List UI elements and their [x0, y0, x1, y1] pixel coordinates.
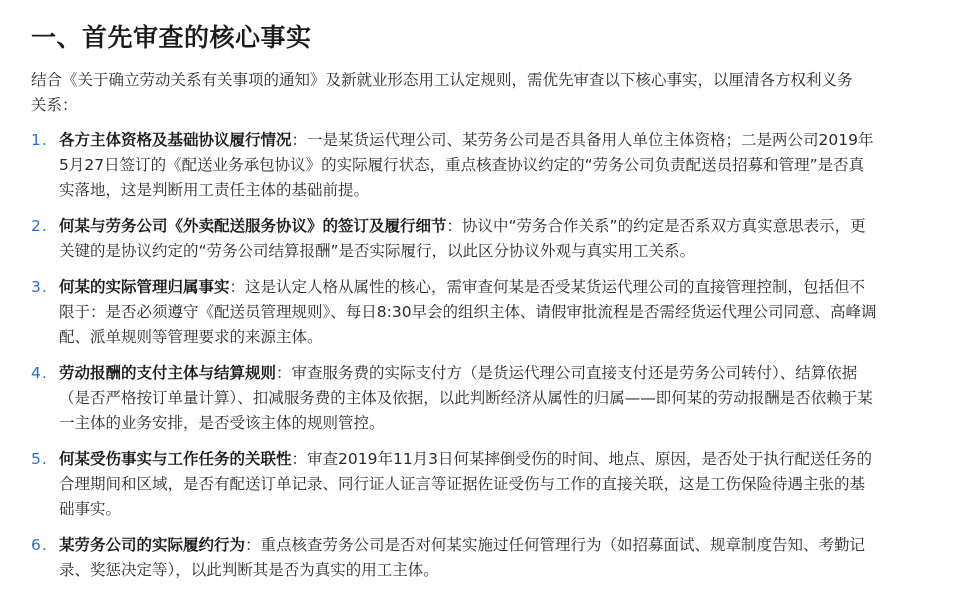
section-heading: 一、首先审查的核心事实 [31, 23, 312, 52]
item-lead: 何某的实际管理归属事实 [59, 278, 230, 296]
list-item [31, 361, 879, 436]
list-item [31, 275, 879, 350]
item-text: ：审查2019年11月3日何某摔倒受伤的时间、地点、原因，是否处于执行配送任务的合理期间和区域，是否有配送订单记录、同行证人证言等证据佐证受伤与工作的直接关联，这是工伤保险待遇主张的基础事实。 [59, 450, 873, 518]
item-text: ：审查服务费的实际支付方（是货运代理公司直接支付还是劳务公司转付）、结算依据（是否严格按订单量计算）、扣减服务费的主体及依据，以此判断经济从属性的归属——即何某的劳动报酬是否依赖于某一主体的业务安排，是否受该主体的规则管控。 [59, 364, 873, 432]
item-text: ：协议中“劳务合作关系”的约定是否系双方真实意思表示，更关键的是协议约定的“劳务公司结算报酬”是否实际履行，以此区分协议外观与真实用工关系。 [59, 217, 866, 260]
list-item [31, 447, 879, 522]
item-lead: 劳动报酬的支付主体与结算规则 [59, 364, 277, 382]
item-lead: 何某与劳务公司《外卖配送服务协议》的签订及履行细节 [59, 217, 447, 235]
intro-paragraph: 结合《关于确立劳动关系有关事项的通知》及新就业形态用工认定规则，需优先审查以下核心事实，以厘清各方权利义务关系： [31, 71, 853, 114]
list-number: 6. [31, 536, 48, 554]
list-number: 5. [31, 450, 48, 468]
item-text: ：重点核查劳务公司是否对何某实施过任何管理行为（如招募面试、规章制度告知、考勤记录、奖惩决定等），以此判断其是否为真实的用工主体。 [59, 536, 866, 579]
list-number: 4. [31, 364, 48, 382]
list-number: 1. [31, 131, 48, 149]
list-item [31, 214, 879, 264]
list-number: 2. [31, 217, 48, 235]
item-lead: 何某受伤事实与工作任务的关联性 [59, 450, 292, 468]
item-text: ：一是某货运代理公司、某劳务公司是否具备用人单位主体资格；二是两公司2019年5月27日签订的《配送业务承包协议》的实际履行状态，重点核查协议约定的“劳务公司负责配送员招募和管理”是否真实落地，这是判断用工责任主体的基础前提。 [59, 131, 874, 199]
item-lead: 某劳务公司的实际履约行为 [59, 536, 246, 554]
fact-list [31, 128, 962, 583]
list-item [31, 128, 879, 203]
list-item [31, 533, 879, 583]
item-text: ：这是认定人格从属性的核心，需审查何某是否受某货运代理公司的直接管理控制，包括但不限于：是否必须遵守《配送员管理规则》、每日8:30早会的组织主体、请假审批流程是否需经货运代理公司同意、高峰调配、派单规则等管理要求的来源主体。 [59, 278, 877, 346]
item-lead: 各方主体资格及基础协议履行情况 [59, 131, 292, 149]
list-number: 3. [31, 278, 48, 296]
